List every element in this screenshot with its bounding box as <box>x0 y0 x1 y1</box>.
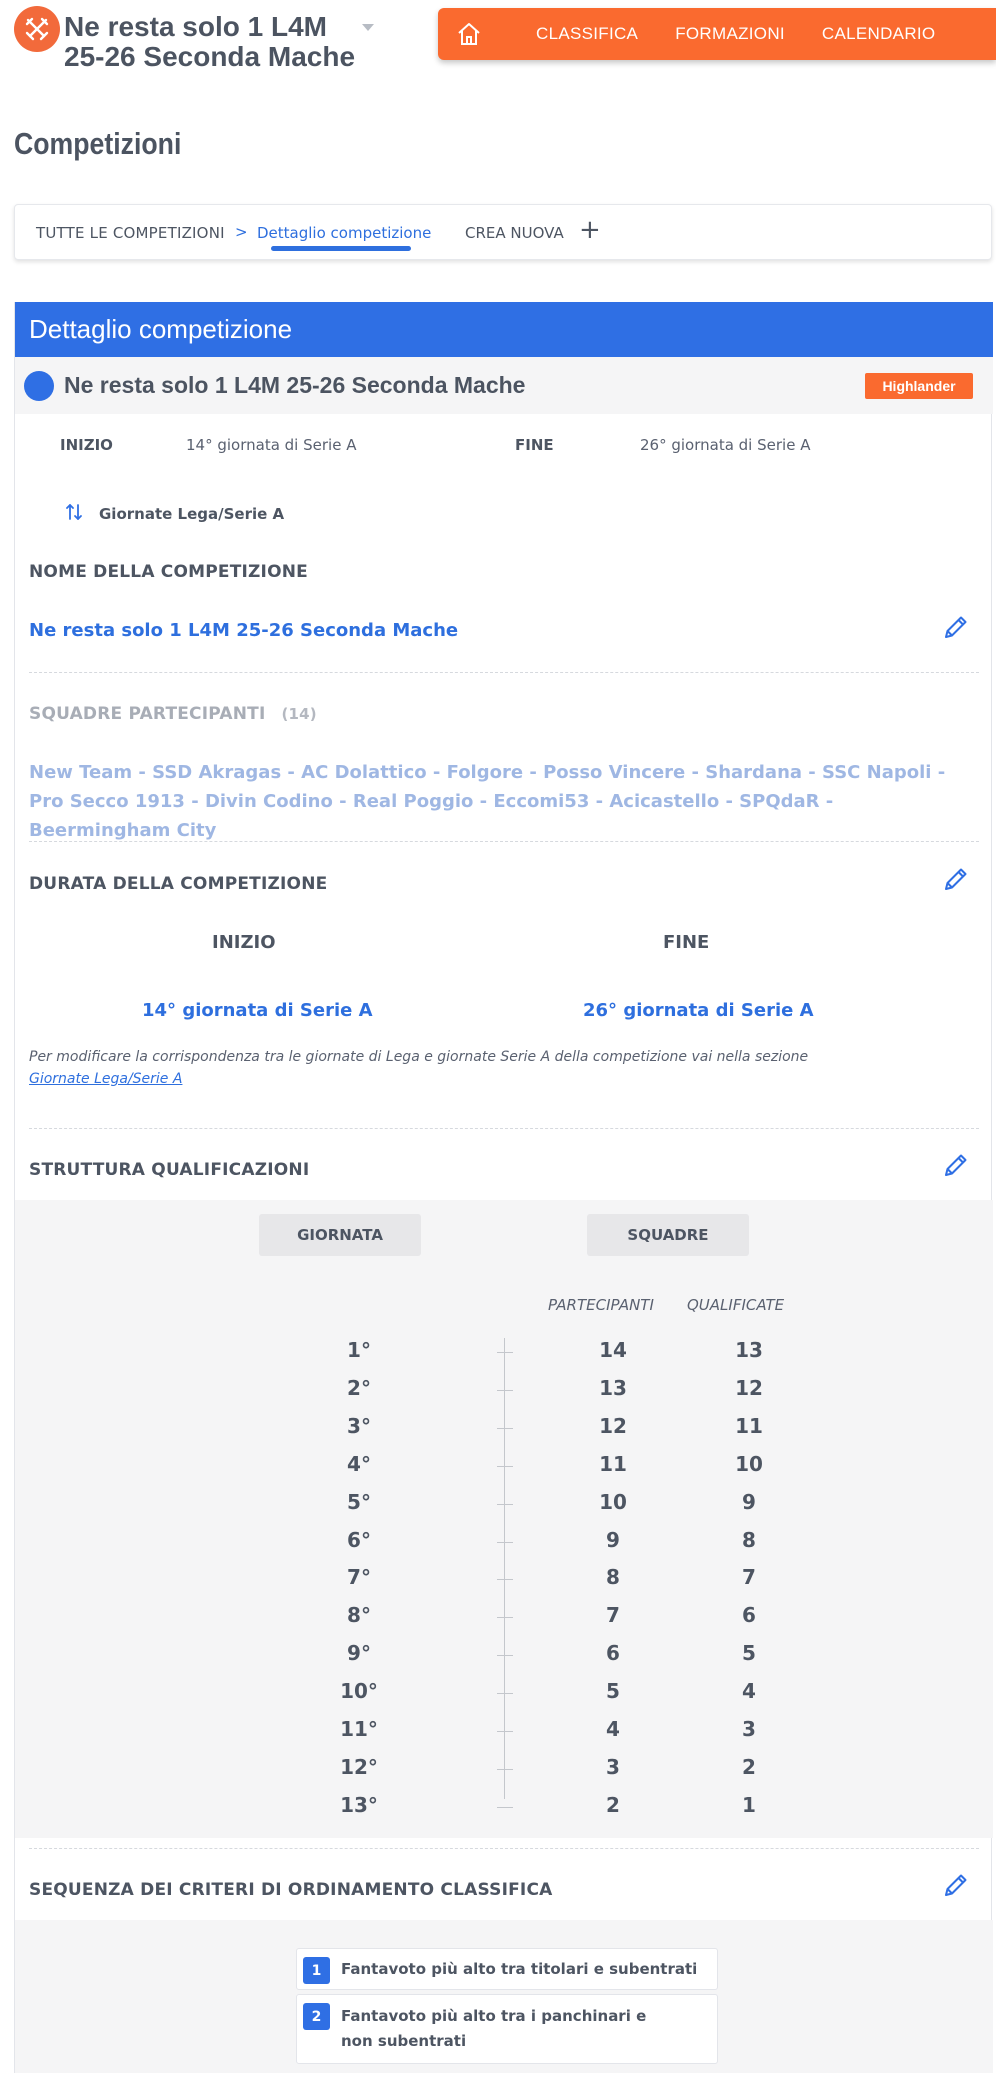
sort-arrows-icon[interactable] <box>65 502 83 526</box>
duration-start-value: 14° giornata di Serie A <box>142 1000 373 1021</box>
qualified-count: 11 <box>735 1413 763 1438</box>
nav-calendario[interactable]: CALENDARIO <box>821 24 936 43</box>
round-number: 9° <box>347 1641 371 1666</box>
subheader-qualified: QUALIFICATE <box>687 1296 785 1314</box>
qualification-row <box>15 1717 993 1747</box>
competition-type-badge: Highlander <box>865 373 973 399</box>
round-number: 11° <box>340 1717 378 1741</box>
participants-count: 6 <box>606 1641 620 1666</box>
duration-end-value: 26° giornata di Serie A <box>583 1000 814 1021</box>
participants-count: 12 <box>599 1413 627 1438</box>
teams-list: New Team - SSD Akragas - AC Dolattico - Folgore - Posso Vincere - Shardana - SSC Napoli - Pro Secco 1913 - Divin Codino - Real Poggio - Eccomi53 - Acicastello - SPQdaR - Beermingham City <box>29 762 946 841</box>
duration-note-link[interactable]: Giornate Lega/Serie A <box>29 1071 183 1087</box>
participants-count: 11 <box>599 1451 627 1476</box>
qualification-row <box>15 1414 993 1444</box>
criteria-item[interactable] <box>296 1948 718 1990</box>
league-logo-icon[interactable] <box>14 6 60 52</box>
timeline-tick <box>497 1466 513 1467</box>
participants-count: 10 <box>599 1489 627 1514</box>
divider <box>29 841 979 842</box>
league-title[interactable]: Ne resta solo 1 L4M 25-26 Seconda Mache <box>64 11 356 72</box>
criteria-text: Fantavoto più alto tra titolari e subentrati <box>341 1960 698 1978</box>
round-number: 2° <box>347 1375 371 1400</box>
summary-start-value: 14° giornata di Serie A <box>186 436 357 454</box>
section-teams-title <box>29 704 317 724</box>
qualified-count: 5 <box>742 1641 756 1666</box>
top-navigation <box>438 8 996 60</box>
tab-competition-detail[interactable]: Dettaglio competizione <box>257 224 432 242</box>
subheader-participants: PARTECIPANTI <box>548 1296 654 1314</box>
giornate-lega-link[interactable]: Giornate Lega/Serie A <box>99 505 285 523</box>
duration-end-label: FINE <box>663 932 710 953</box>
qualification-row <box>15 1452 993 1482</box>
qualified-count: 12 <box>735 1375 763 1400</box>
round-number: 13° <box>340 1792 378 1817</box>
participants-count: 2 <box>606 1792 620 1817</box>
participants-count: 5 <box>606 1679 620 1704</box>
qualified-count: 3 <box>742 1717 756 1741</box>
criteria-number: 2 <box>303 2003 330 2030</box>
qualification-row <box>15 1490 993 1520</box>
competition-bar <box>15 357 993 414</box>
qualified-count: 7 <box>742 1565 756 1590</box>
timeline-tick <box>497 1542 513 1543</box>
qualification-row <box>15 1755 993 1785</box>
qualification-row <box>15 1565 993 1595</box>
section-teams-label: SQUADRE PARTECIPANTI <box>29 704 266 724</box>
timeline-tick <box>497 1693 513 1694</box>
competition-detail-card <box>14 302 992 2073</box>
participants-count: 9 <box>606 1527 620 1552</box>
section-name-title: NOME DELLA COMPETIZIONE <box>29 562 308 582</box>
round-number: 1° <box>347 1338 371 1362</box>
divider <box>29 1848 979 1849</box>
qualified-count: 9 <box>742 1489 756 1514</box>
tab-all-competitions[interactable]: TUTTE LE COMPETIZIONI <box>36 224 225 242</box>
edit-duration-pencil-icon[interactable] <box>941 864 971 894</box>
card-heading: Dettaglio competizione <box>29 314 293 344</box>
divider <box>29 1128 979 1129</box>
nav-formazioni[interactable]: FORMAZIONI <box>675 24 785 43</box>
tab-create-new[interactable]: CREA NUOVA <box>465 224 564 242</box>
participants-count: 13 <box>599 1375 627 1400</box>
column-round-header: GIORNATA <box>259 1214 421 1256</box>
criteria-item[interactable] <box>296 1994 718 2064</box>
competition-name-value: Ne resta solo 1 L4M 25-26 Seconda Mache <box>29 620 459 641</box>
league-dropdown-caret-icon[interactable] <box>362 24 374 31</box>
section-duration-title: DURATA DELLA COMPETIZIONE <box>29 874 328 894</box>
timeline-tick <box>497 1655 513 1656</box>
criteria-number: 1 <box>303 1957 330 1984</box>
qualified-count: 10 <box>735 1451 763 1476</box>
timeline-tick <box>497 1807 513 1808</box>
round-number: 5° <box>347 1489 371 1514</box>
qualified-count: 4 <box>742 1679 756 1704</box>
page-title: Competizioni <box>14 126 182 161</box>
plus-icon[interactable]: + <box>579 215 601 245</box>
summary-end-label: FINE <box>515 436 554 454</box>
timeline-tick <box>497 1504 513 1505</box>
home-icon[interactable] <box>438 8 500 60</box>
round-number: 12° <box>340 1754 378 1779</box>
qualification-row <box>15 1376 993 1406</box>
timeline-tick <box>497 1428 513 1429</box>
nav-classifica[interactable]: CLASSIFICA <box>536 24 639 43</box>
qualified-count: 8 <box>742 1527 756 1552</box>
round-number: 3° <box>347 1413 371 1438</box>
summary-end-value: 26° giornata di Serie A <box>640 436 811 454</box>
qualified-count: 1 <box>742 1792 756 1817</box>
participants-count: 7 <box>606 1603 620 1628</box>
timeline-tick <box>497 1617 513 1618</box>
participants-count: 3 <box>606 1754 620 1779</box>
edit-criteria-pencil-icon[interactable] <box>941 1870 971 1900</box>
duration-start-label: INIZIO <box>212 932 276 953</box>
qualification-row <box>15 1603 993 1633</box>
timeline-tick <box>497 1769 513 1770</box>
round-number: 6° <box>347 1527 371 1552</box>
timeline-tick <box>497 1352 513 1353</box>
qualification-row <box>15 1793 993 1823</box>
participants-count: 14 <box>599 1338 627 1362</box>
summary-start-label: INIZIO <box>60 436 113 454</box>
round-number: 8° <box>347 1603 371 1628</box>
qualification-row <box>15 1338 993 1368</box>
round-number: 7° <box>347 1565 371 1590</box>
qualifications-panel <box>15 1200 993 1838</box>
column-teams-header: SQUADRE <box>587 1214 749 1256</box>
qualified-count: 13 <box>735 1338 763 1362</box>
duration-note <box>29 1046 929 1090</box>
duration-note-text: Per modificare la corrispondenza tra le giornate di Lega e giornate Serie A della competizione vai nella sezione <box>29 1049 809 1065</box>
teams-count: (14) <box>281 705 317 723</box>
round-number: 4° <box>347 1451 371 1476</box>
qualified-count: 6 <box>742 1603 756 1628</box>
card-header <box>15 302 993 357</box>
criteria-panel <box>15 1920 993 2073</box>
round-number: 10° <box>340 1679 378 1704</box>
edit-qualifications-pencil-icon[interactable] <box>941 1150 971 1180</box>
section-criteria-title: SEQUENZA DEI CRITERI DI ORDINAMENTO CLASSIFICA <box>29 1880 553 1900</box>
timeline-tick <box>497 1579 513 1580</box>
competition-color-dot <box>24 371 54 401</box>
divider <box>29 672 979 673</box>
qualification-row <box>15 1641 993 1671</box>
edit-name-pencil-icon[interactable] <box>941 612 971 642</box>
criteria-text: Fantavoto più alto tra i panchinari e non subentrati <box>341 2007 647 2050</box>
timeline-tick <box>497 1731 513 1732</box>
breadcrumb <box>14 204 992 260</box>
qualification-row <box>15 1528 993 1558</box>
qualified-count: 2 <box>742 1754 756 1779</box>
participants-count: 8 <box>606 1565 620 1590</box>
section-qualifications-title: STRUTTURA QUALIFICAZIONI <box>29 1160 310 1180</box>
breadcrumb-separator: > <box>235 223 248 241</box>
qualification-row <box>15 1679 993 1709</box>
competition-name: Ne resta solo 1 L4M 25-26 Seconda Mache <box>64 372 526 398</box>
timeline-tick <box>497 1390 513 1391</box>
active-tab-indicator <box>271 246 411 251</box>
participants-count: 4 <box>606 1717 620 1741</box>
